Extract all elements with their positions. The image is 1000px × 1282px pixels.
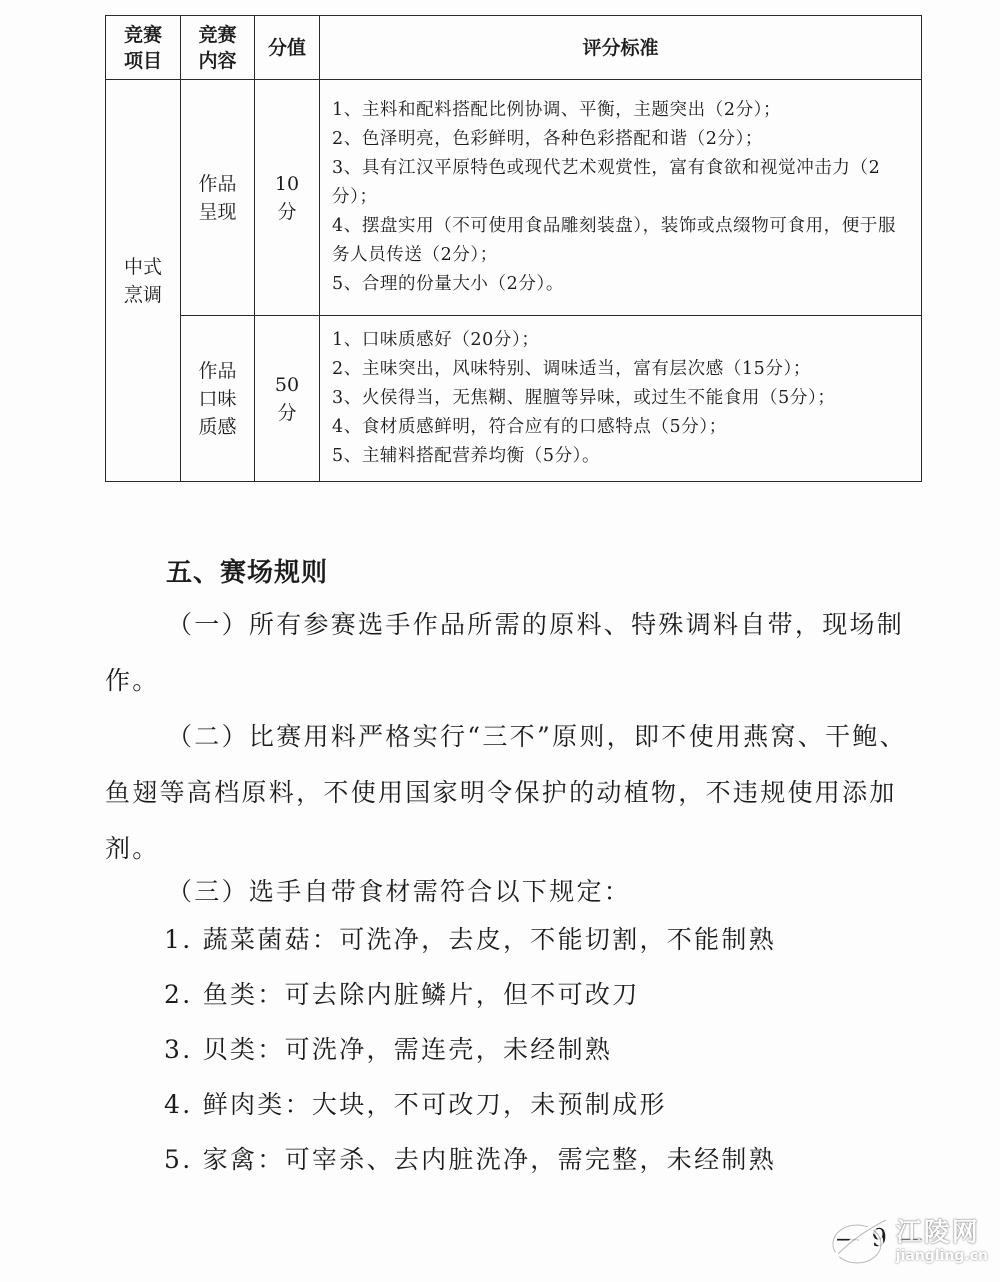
list-item: 2. 鱼类：可去除内脏鳞片，但不可改刀 <box>164 980 640 1009</box>
swoosh-logo-icon <box>828 1214 890 1268</box>
list-item: 1. 蔬菜菌菇：可洗净，去皮，不能切割，不能制熟 <box>164 925 777 954</box>
criteria-item: 3、火侯得当，无焦糊、腥膻等异味，或过生不能食用（5分）； <box>332 388 836 408</box>
criteria-item: 2、色泽明亮，色彩鲜明，各种色彩搭配和谐（2分）； <box>332 129 764 149</box>
score-cell: 10分 <box>255 80 320 316</box>
criteria-item: 1、主料和配料搭配比例协调、平衡，主题突出（2分）； <box>332 100 782 120</box>
ingredient-rules-list <box>164 912 776 1187</box>
list-item: 3. 贝类：可洗净，需连壳，未经制熟 <box>164 1035 613 1064</box>
watermark-url: jiangling.cn <box>895 1248 988 1264</box>
score-cell: 50分 <box>255 316 320 482</box>
list-item: 4. 鲜肉类：大块，不可改刀，未预制成形 <box>164 1090 667 1119</box>
content-cell: 作品呈现 <box>181 80 255 316</box>
table-row <box>106 316 922 482</box>
table-row <box>106 80 922 316</box>
criteria-item: 5、主辅料搭配营养均衡（5分）。 <box>332 446 601 466</box>
criteria-cell <box>320 316 922 482</box>
table-header-row <box>106 16 922 80</box>
section-title: 五、赛场规则 <box>166 558 329 588</box>
header-content: 竞赛内容 <box>181 16 255 80</box>
criteria-item: 2、主味突出，风味特别、调味适当，富有层次感（15分）； <box>332 359 811 379</box>
header-score: 分值 <box>255 16 320 80</box>
paragraph: （二）比赛用料严格实行“三不”原则，即不使用燕窝、干鲍、鱼翅等高档原料，不使用国家明令保护的动植物，不违规使用添加剂。 <box>105 722 907 863</box>
paragraph: （三）选手自带食材需符合以下规定： <box>167 877 632 906</box>
criteria-item: 5、合理的份量大小（2分）。 <box>332 274 564 294</box>
criteria-item: 4、摆盘实用（不可使用食品雕刻装盘），装饰或点缀物可食用，便于服务人员传送（2分）； <box>332 216 897 265</box>
watermark <box>828 1214 988 1268</box>
criteria-cell <box>320 80 922 316</box>
category-cell: 中式烹调 <box>106 80 181 482</box>
scoring-table <box>105 15 922 482</box>
paragraph: （一）所有参赛选手作品所需的原料、特殊调料自带，现场制作。 <box>105 610 905 695</box>
header-category: 竞赛项目 <box>106 16 181 80</box>
page-number: — 9 — <box>836 1224 925 1252</box>
header-criteria: 评分标准 <box>320 16 922 80</box>
content-cell: 作品口味质感 <box>181 316 255 482</box>
watermark-name: 江陵网 <box>895 1218 980 1248</box>
list-item: 5. 家禽：可宰杀、去内脏洗净，需完整，未经制熟 <box>164 1145 777 1174</box>
criteria-item: 1、口味质感好（20分）； <box>332 330 540 350</box>
criteria-item: 4、食材质感鲜明，符合应有的口感特点（5分）； <box>332 417 727 437</box>
criteria-item: 3、具有江汉平原特色或现代艺术观赏性，富有食欲和视觉冲击力（2分）； <box>332 158 881 207</box>
